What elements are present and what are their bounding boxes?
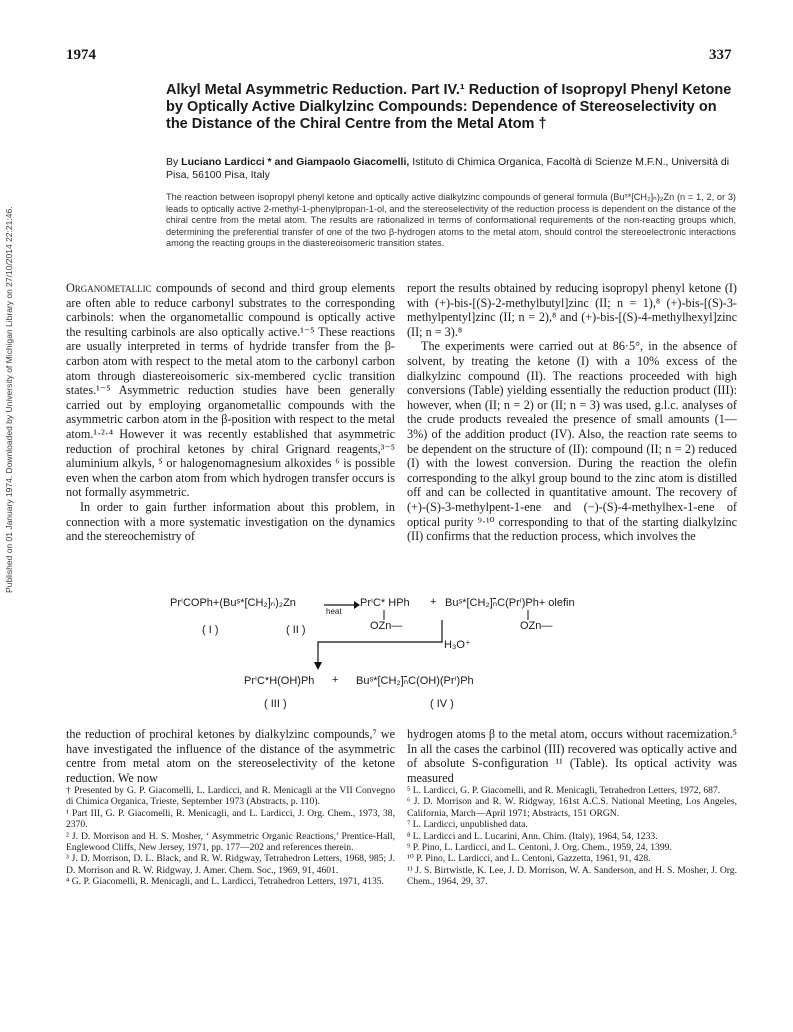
footnote: ² J. D. Morrison and H. S. Mosher, ‘ Asymmetric Organic Reactions,’ Prentice-Hall, Englewood Cliffs, New Jersey, 1971, pp. 177—202 and references therein. (66, 830, 395, 854)
reaction-arrow-icon (324, 601, 360, 609)
scheme-reactants: PrⁱCOPh+(Buˢ*[CH₂]ₙ)₂Zn (170, 597, 296, 609)
footnote: ³ J. D. Morrison, D. L. Black, and R. W. Ridgway, Tetrahedron Letters, 1968, 985; J. D. Morrison and R. W. Ridgway, J. Amer. Chem. Soc., 1969, 91, 4601. (66, 853, 395, 876)
body-left-continued: the reduction of prochiral ketones by dialkylzinc compounds,⁷ we have investigated the influence of the distance of the asymmetric centre from metal atom on the stereoselectivity of the ketone reduction. We now (66, 727, 395, 785)
footnote: ⁹ P. Pino, L. Lardicci, and L. Centoni, J. Org. Chem., 1959, 24, 1399. (407, 842, 672, 854)
paragraph (66, 500, 395, 544)
bond-line-b-icon (526, 610, 530, 620)
scheme-plus: + (332, 674, 339, 686)
year-header: 1974 (66, 47, 96, 63)
scheme-ozn-a: OZn— (370, 620, 403, 632)
authors-line (166, 156, 736, 182)
paragraph-text: compounds of second and third group elements are often able to reduce carbonyl substrates to the corresponding carbinols: when the organometallic compound is optically active the resulting carbinols are also optically active.¹⁻⁵ These reactions are usually interpreted in terms of hydride transfer from the β-carbon atom with respect to the metal atom to the carbonyl carbon atom through diastereoisomeric six-membered cyclic transition states.¹⁻⁵ Asymmetric reduction studies have been generally carried out by employing organometallic compounds with the asymmetric carbon atom in the β-position with respect to the metal atom.¹·²·⁴ However it was recently established that asymmetric reduction of prochiral ketones by chiral Grignard reagents,³⁻⁵ aluminium alkyls, ⁵ or halogenomagnesium alkoxides ⁶ is possible even when the carbon atom from which hydrogen transfer occurs is not formally asymmetric. (66, 281, 395, 500)
footnote: ⁵ L. Lardicci, G. P. Giacomelli, and R. Menicagli, Tetrahedron Letters, 1972, 687. (407, 785, 721, 796)
compound-label-1: ( I ) (202, 624, 219, 636)
scheme-ozn-b: OZn— (520, 620, 553, 632)
bond-line-a-icon (382, 610, 386, 620)
footnote: ⁴ G. P. Giacomelli, R. Menicagli, and L. Lardicci, Tetrahedron Letters, 1971, 4135. (66, 876, 384, 888)
footnote: ⁸ L. Lardicci and L. Lucarini, Ann. Chim. (Italy), 1964, 54, 1233. (407, 830, 658, 842)
paragraph-text: In order to gain further information about this problem, in connection with a more systematic investigation on the dynamics and the stereochemistry of (66, 499, 395, 544)
scheme-final-b: Buˢ*[CH₂]ₙ̄C(OH)(Prⁱ)Ph (356, 675, 474, 687)
footnotes-left (66, 785, 395, 888)
affiliation: Istituto di Chimica Organica, Facoltà di Scienze M.F.N., Università di Pisa, 56100 Pisa, Italy (166, 156, 730, 181)
paragraph (66, 281, 395, 500)
article-title: Alkyl Metal Asymmetric Reduction. Part IV.¹ Reduction of Isopropyl Phenyl Ketone by Optically Active Dialkylzinc Compounds: Dependence of Stereoselectivity on the Distance of the Chiral Centre from the Metal Atom † (166, 82, 732, 132)
footnote: ⁶ J. D. Morrison and R. W. Ridgway, 161st A.C.S. National Meeting, Los Angeles, California, March—April 1971; Abstracts, 151 ORGN. (407, 796, 737, 819)
scheme-final-a: PrⁱC*H(OH)Ph (244, 675, 315, 687)
page-number: 337 (709, 47, 732, 63)
footnote: ¹⁰ P. Pino, L. Lardicci, and L. Centoni, Gazzetta, 1961, 91, 428. (407, 853, 651, 865)
body-right-continued: hydrogen atoms β to the metal atom, occurs without racemization.⁵ In all the cases the carbinol (III) recovered was optically active and of absolute S-configuration ¹¹ (Table). Its optical activity was measured (407, 727, 737, 785)
body-left-column (66, 281, 395, 544)
footnote: ¹¹ J. S. Birtwistle, K. Lee, J. D. Morrison, W. A. Sanderson, and H. S. Mosher, J. Org. Chem., 1964, 29, 37. (407, 864, 737, 888)
download-note[interactable]: Published on 01 January 1974. Downloaded by University of Michigan Library on 27/10/2014 22:21:46. (4, 206, 14, 594)
footnote: ⁷ L. Lardicci, unpublished data. (407, 819, 528, 831)
footnote: † Presented by G. P. Giacomelli, L. Lardicci, and R. Menicagli at the VII Convegno di Chimica Organica, Trieste, September 1973 (Abstracts, p. 110). (66, 785, 395, 808)
body-right-column (407, 281, 737, 544)
paragraph: The experiments were carried out at 86·5°, in the absence of solvent, by treating the ketone (I) with a 10% excess of the dialkylzinc compound (II). The reactions proceeded with high conversions (Table) yielding essentially the reduction product (III): however, when (II; n = 2) or (II; n = 3) was used, g.l.c. analyses of the crude products revealed the presence of small amounts (1—3%) of the addition product (IV). Also, the reaction rate seems to be dependent on the structure of (II): compound (II; n = 2) reduced (I) with the lowest conversion. During the reaction the olefin corresponding to the alkyl group bound to the zinc atom is distilled off and can be collected in quantitative amount. The recovery of (+)-(S)-3-methylpent-1-ene and (−)-(S)-4-methylhex-1-ene of optical purity ⁹·¹⁰ corresponding to that of the starting dialkylzinc (II) confirms that the reduction process, which involves the (407, 339, 737, 544)
reaction-scheme (160, 594, 680, 714)
authors-prefix: By (166, 156, 182, 168)
footnotes-right (407, 785, 737, 888)
scheme-product-b: Buˢ*[CH₂]ₙ̄C(Prⁱ)Ph+ olefin (445, 597, 575, 609)
compound-label-3: ( III ) (264, 698, 287, 710)
scheme-product-a: PrⁱC* HPh (360, 597, 410, 609)
scheme-arrow-label: heat (326, 607, 342, 616)
paragraph: report the results obtained by reducing isopropyl phenyl ketone (I) with (+)-bis-[(S)-2-methylbutyl]zinc (II; n = 1),⁸ (+)-bis-[(S)-3-methylpentyl]zinc (II; n = 2),⁸ and (+)-bis-[(S)-4-methylhexyl]zinc (II; n = 3).⁸ (407, 281, 737, 339)
compound-label-2: ( II ) (286, 624, 306, 636)
footnote: ¹ Part III, G. P. Giacomelli, R. Menicagli, and L. Lardicci, J. Org. Chem., 1973, 38, 2370. (66, 807, 395, 831)
abstract: The reaction between isopropyl phenyl ketone and optically active dialkylzinc compounds of general formula (Buˢ*[CH₂]ₙ)₂Zn (n = 1, 2, or 3) leads to optically active 2-methyl-1-phenylpropan-1-ol, and the stereoselectivity of the reduction process is dependent on the distance of the chiral centre from the metal atom. The results are rationalized in terms of conformational requirements of the non-reacting groups which, determining the preferential transfer of one of the two β-hydrogen atoms to the metal atom, should control the stereoelectronic interactions among the reacting groups in the diastereoisomeric transition states. (166, 192, 736, 249)
author-names: Luciano Lardicci * and Giampaolo Giacomelli, (181, 156, 410, 168)
scheme-reagent: H₃O⁺ (444, 639, 471, 651)
workup-arrow-icon (314, 620, 444, 670)
scheme-plus: + (430, 596, 437, 608)
paragraph-lead: Organometallic (66, 281, 152, 295)
compound-label-4: ( IV ) (430, 698, 454, 710)
